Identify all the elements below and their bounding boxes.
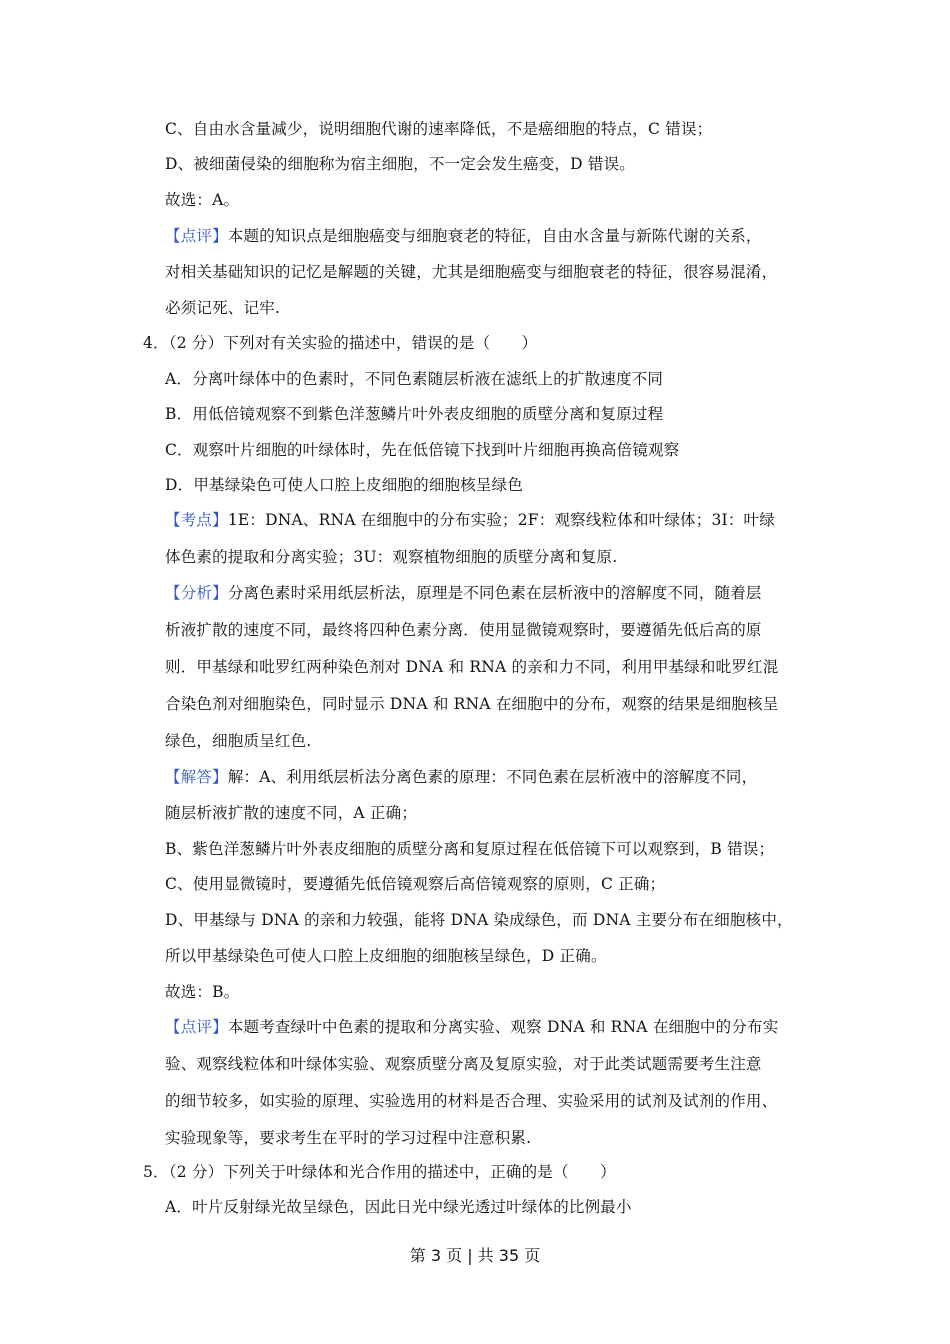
kaodian-text-line: 体色素的提取和分离实验；3U：观察植物细胞的质壁分离和复原. <box>165 548 618 566</box>
fenxi-text: 分离色素时采用纸层析法，原理是不同色素在层析液中的溶解度不同，随着层 <box>227 584 762 602</box>
jieda-label: 【解答】 <box>165 768 228 786</box>
jieda-text-line: 所以甲基绿染色可使人口腔上皮细胞的细胞核呈绿色，D 正确。 <box>165 947 607 965</box>
question-5-stem: 5．（2 分）下列关于叶绿体和光合作用的描述中，正确的是（ ） <box>143 1163 616 1181</box>
fenxi-text-line: 析液扩散的速度不同，最终将四种色素分离．使用显微镜观察时，要遵循先低后高的原 <box>165 621 762 639</box>
kaodian-text: 1E：DNA、RNA 在细胞中的分布实验；2F：观察线粒体和叶绿体；3I：叶绿 <box>227 511 775 529</box>
comment-text-line: 必须记死、记牢. <box>165 299 281 317</box>
page-indicator: 第 3 页 | 共 35 页 <box>409 1246 541 1265</box>
question-4-stem: 4．（2 分）下列对有关实验的描述中，错误的是（ ） <box>143 334 538 352</box>
dianping-text-line: 验、观察线粒体和叶绿体实验、观察质壁分离及复原实验，对于此类试题需要考生注意 <box>165 1055 762 1073</box>
fenxi-text-line: 则．甲基绿和吡罗红两种染色剂对 DNA 和 RNA 的亲和力不同，利用甲基绿和吡罗红混 <box>165 658 779 676</box>
question-4-option-d: D．甲基绿染色可使人口腔上皮细胞的细胞核呈绿色 <box>165 476 524 494</box>
jieda-paragraph <box>165 767 757 787</box>
dianping-text: 本题考查绿叶中色素的提取和分离实验、观察 DNA 和 RNA 在细胞中的分布实 <box>227 1018 779 1036</box>
comment-paragraph <box>165 226 762 246</box>
fenxi-text-line: 绿色，细胞质呈红色. <box>165 732 312 750</box>
jieda-text-line: C、使用显微镜时，要遵循先低倍镜观察后高倍镜观察的原则，C 正确； <box>165 875 666 893</box>
question-4-option-c: C．观察叶片细胞的叶绿体时，先在低倍镜下找到叶片细胞再换高倍镜观察 <box>165 441 680 459</box>
question-4-option-b: B．用低倍镜观察不到紫色洋葱鳞片叶外表皮细胞的质壁分离和复原过程 <box>165 405 664 423</box>
fenxi-label: 【分析】 <box>165 584 228 602</box>
kaodian-label: 【考点】 <box>165 511 228 529</box>
answer-choice: 故选：A。 <box>165 191 240 209</box>
question-4-option-a: A．分离叶绿体中的色素时，不同色素随层析液在滤纸上的扩散速度不同 <box>165 370 664 388</box>
question-5-option-a: A．叶片反射绿光故呈绿色，因此日光中绿光透过叶绿体的比例最小 <box>165 1198 632 1216</box>
dianping-paragraph <box>165 1017 778 1037</box>
jieda-text: 解：A、利用纸层析法分离色素的原理：不同色素在层析液中的溶解度不同， <box>227 768 758 786</box>
comment-text: 本题的知识点是细胞癌变与细胞衰老的特征，自由水含量与新陈代谢的关系， <box>227 227 762 245</box>
answer-line-c: C、自由水含量减少，说明细胞代谢的速率降低，不是癌细胞的特点，C 错误； <box>165 120 713 138</box>
comment-text-line: 对相关基础知识的记忆是解题的关键，尤其是细胞癌变与细胞衰老的特征，很容易混淆， <box>165 263 778 281</box>
dianping-text-line: 实验现象等，要求考生在平时的学习过程中注意积累. <box>165 1129 532 1147</box>
kaodian-paragraph <box>165 510 775 530</box>
fenxi-paragraph <box>165 583 762 603</box>
jieda-text-line: D、甲基绿与 DNA 的亲和力较强，能将 DNA 染成绿色，而 DNA 主要分布在细胞核中， <box>165 911 793 929</box>
answer-line-d: D、被细菌侵染的细胞称为宿主细胞，不一定会发生癌变，D 错误。 <box>165 155 635 173</box>
dianping-text-line: 的细节较多，如实验的原理、实验选用的材料是否合理、实验采用的试剂及试剂的作用、 <box>165 1092 778 1110</box>
jieda-answer: 故选：B。 <box>165 983 240 1001</box>
dianping-label: 【点评】 <box>165 1018 228 1036</box>
jieda-text-line: B、紫色洋葱鳞片叶外表皮细胞的质壁分离和复原过程在低倍镜下可以观察到，B 错误； <box>165 840 775 858</box>
fenxi-text-line: 合染色剂对细胞染色，同时显示 DNA 和 RNA 在细胞中的分布，观察的结果是细胞核呈 <box>165 695 779 713</box>
jieda-text-line: 随层析液扩散的速度不同，A 正确； <box>165 804 418 822</box>
comment-label: 【点评】 <box>165 227 228 245</box>
